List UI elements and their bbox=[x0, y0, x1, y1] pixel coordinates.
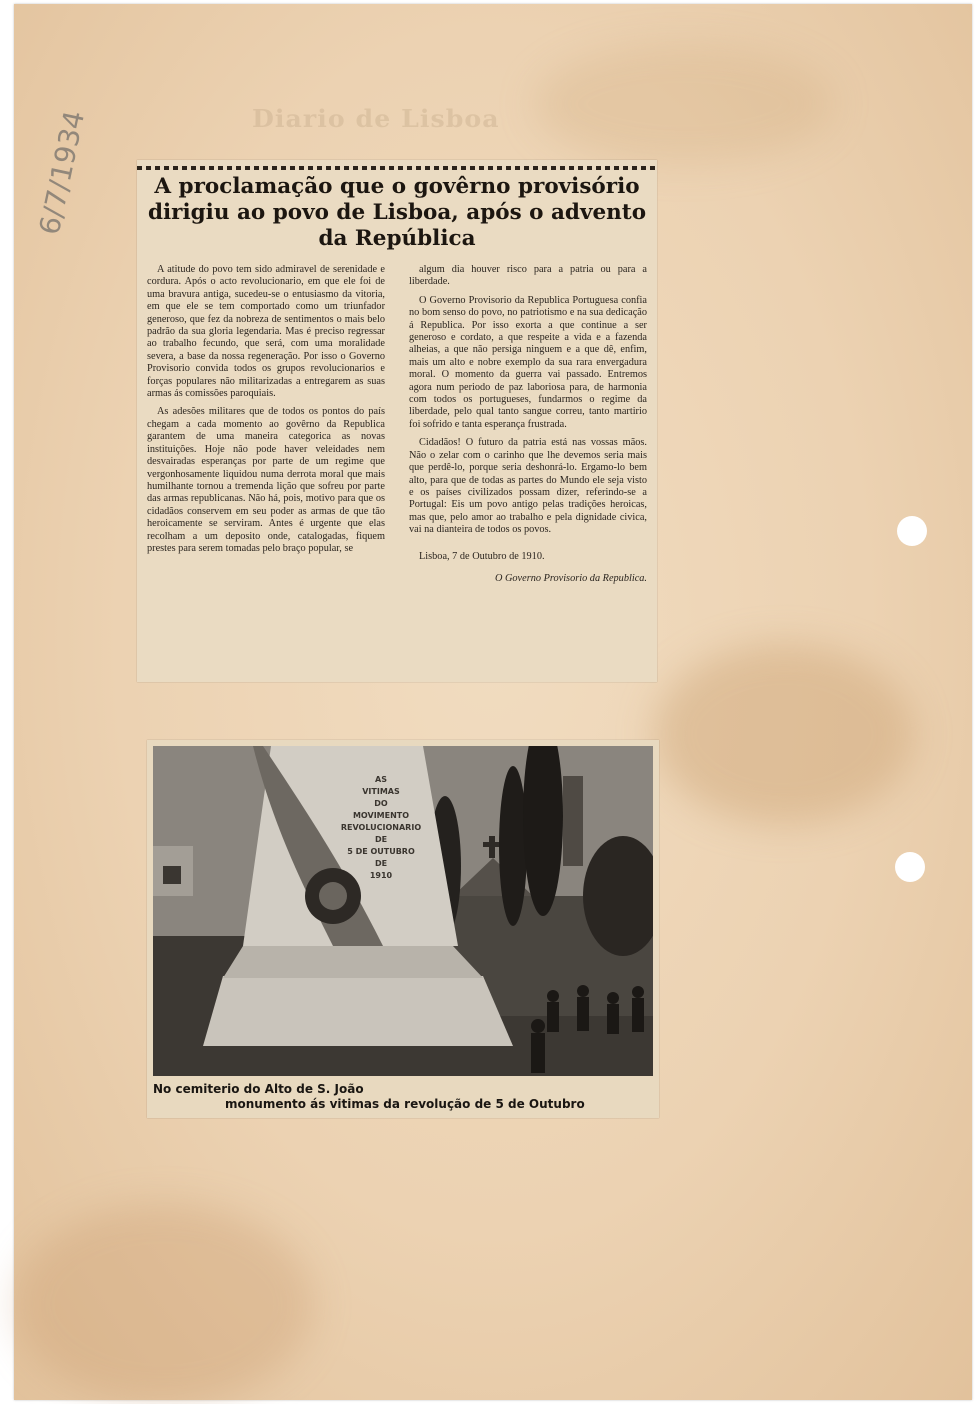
article-paragraph: Cidadãos! O futuro da patria está nas vossas mãos. Não o zelar com o carinho que lhe devemos seria mais que perdê-lo, porque seria deshonrá-lo. Ergamo-lo bem alto, para que de todas as partes do Mundo ele seja visto e os países civilizados possam dizer, referindo-se a Portugal: Eis um povo antigo pelas tradições heroicas, mas que, pelo amor ao trabalho e pela dignidade civica, vai na dianteira de todos os povos. bbox=[409, 437, 647, 536]
article-column-left bbox=[147, 264, 385, 676]
article-body bbox=[147, 264, 647, 676]
inscription-line: 5 DE OUTUBRO bbox=[347, 847, 415, 856]
cypress-tree bbox=[499, 766, 527, 926]
article-paragraph: algum dia houver risco para a patria ou para a liberdade. bbox=[409, 264, 647, 288]
inscription-line: 1910 bbox=[369, 871, 393, 880]
inscription-line: MOVIMENTO bbox=[352, 811, 410, 820]
dashed-top-rule bbox=[137, 166, 657, 170]
monument-step bbox=[223, 946, 483, 978]
article-signature: O Governo Provisorio da Republica. bbox=[494, 572, 647, 584]
inscription-line: DE bbox=[374, 859, 388, 868]
paper-stain bbox=[534, 44, 834, 164]
pencil-date-note: 6/7/1934 bbox=[32, 107, 92, 238]
photo-caption bbox=[151, 1082, 651, 1112]
photo-illustration bbox=[153, 746, 653, 1076]
tomb-window bbox=[163, 866, 181, 884]
paper-stain bbox=[654, 644, 914, 824]
binder-hole-top bbox=[897, 516, 927, 546]
monument-photograph bbox=[153, 746, 653, 1076]
inscription-line: REVOLUCIONARIO bbox=[340, 823, 422, 832]
article-paragraph: As adesões militares que de todos os pontos do país chegam a cada momento ao govêrno da Republica garantem de uma maneira categorica as novas instituições. Hoje não pode haver veleidades nem desvairadas esperanças por parte de um regime que vergonhosamente liquidou numa derrota moral que mais humilhante tornou a tremenda lição que sofreu por parte das armas republicanas. Não há, pois, motivo para que os cidadãos conservem em seu poder as armas de que tão heroicamente se serviram. Antes é urgente que elas recolham a um deposito onde, catalogadas, fiquem prestes para serem tomadas pelo braço popular, se bbox=[147, 406, 385, 554]
inscription-line: DE bbox=[374, 835, 388, 844]
inscription-line: VITIMAS bbox=[362, 787, 400, 796]
photo-clipping-monument bbox=[147, 740, 659, 1118]
binder-hole-bottom bbox=[895, 852, 925, 882]
bell-tower bbox=[563, 776, 583, 866]
paper-stain bbox=[14, 1204, 314, 1404]
faded-masthead-imprint: Diario de Lisboa bbox=[252, 104, 500, 133]
article-paragraph: A atitude do povo tem sido admiravel de serenidade e cordura. Após o acto revolucionario, em que ele foi de uma bravura antiga, sucedeu-se o entusiasmo da vitoria, em que ele se tem comportado como um triunfador generoso, que fez da nobreza de sentimentos o mais belo padrão da sua gloria legendaria. Mas é preciso regressar ao trabalho fecundo, que será, com uma moralidade severa, a base da nossa regeneração. Por isso o Governo Provisorio convida todos os grupos revolucionarios e forças populares não militarizadas a entregarem as suas armas ás comissões paroquiais. bbox=[147, 264, 385, 400]
article-column-right bbox=[409, 264, 647, 676]
monument-base bbox=[203, 976, 513, 1046]
inscription-line: AS bbox=[375, 775, 387, 784]
caption-line-1: No cemiterio do Alto de S. João bbox=[153, 1082, 364, 1096]
article-dateline: Lisboa, 7 de Outubro de 1910. bbox=[419, 550, 545, 562]
article-paragraph: O Governo Provisorio da Republica Portuguesa confia no bom senso do povo, no patriotismo e na sua dedicação á Republica. Por isso exorta a que continue a ser generoso e cordato, a que respeite a vida e a fazenda alheias, a que não persiga ninguem e a que dê, enfim, mais um alto e nobre exemplo da sua rara envergadura moral. O momento da guerra vai passado. Entremos agora num periodo de paz laboriosa para, de harmonia com todos os portugueses, fundarmos o regime da liberdade, pelo qual tanto sangue correu, tanto martirio foi sofrido e tanta esperança frustrada. bbox=[409, 294, 647, 430]
article-headline: A proclamação que o govêrno provisório dirigiu ao povo de Lisboa, após o advento da República bbox=[147, 174, 647, 251]
wreath-center bbox=[319, 882, 347, 910]
newspaper-clipping-proclamation bbox=[137, 160, 657, 682]
caption-line-2: monumento ás vitimas da revolução de 5 de Outubro bbox=[225, 1097, 585, 1111]
chapel-cross-icon bbox=[483, 842, 501, 847]
inscription-line: DO bbox=[374, 799, 388, 808]
